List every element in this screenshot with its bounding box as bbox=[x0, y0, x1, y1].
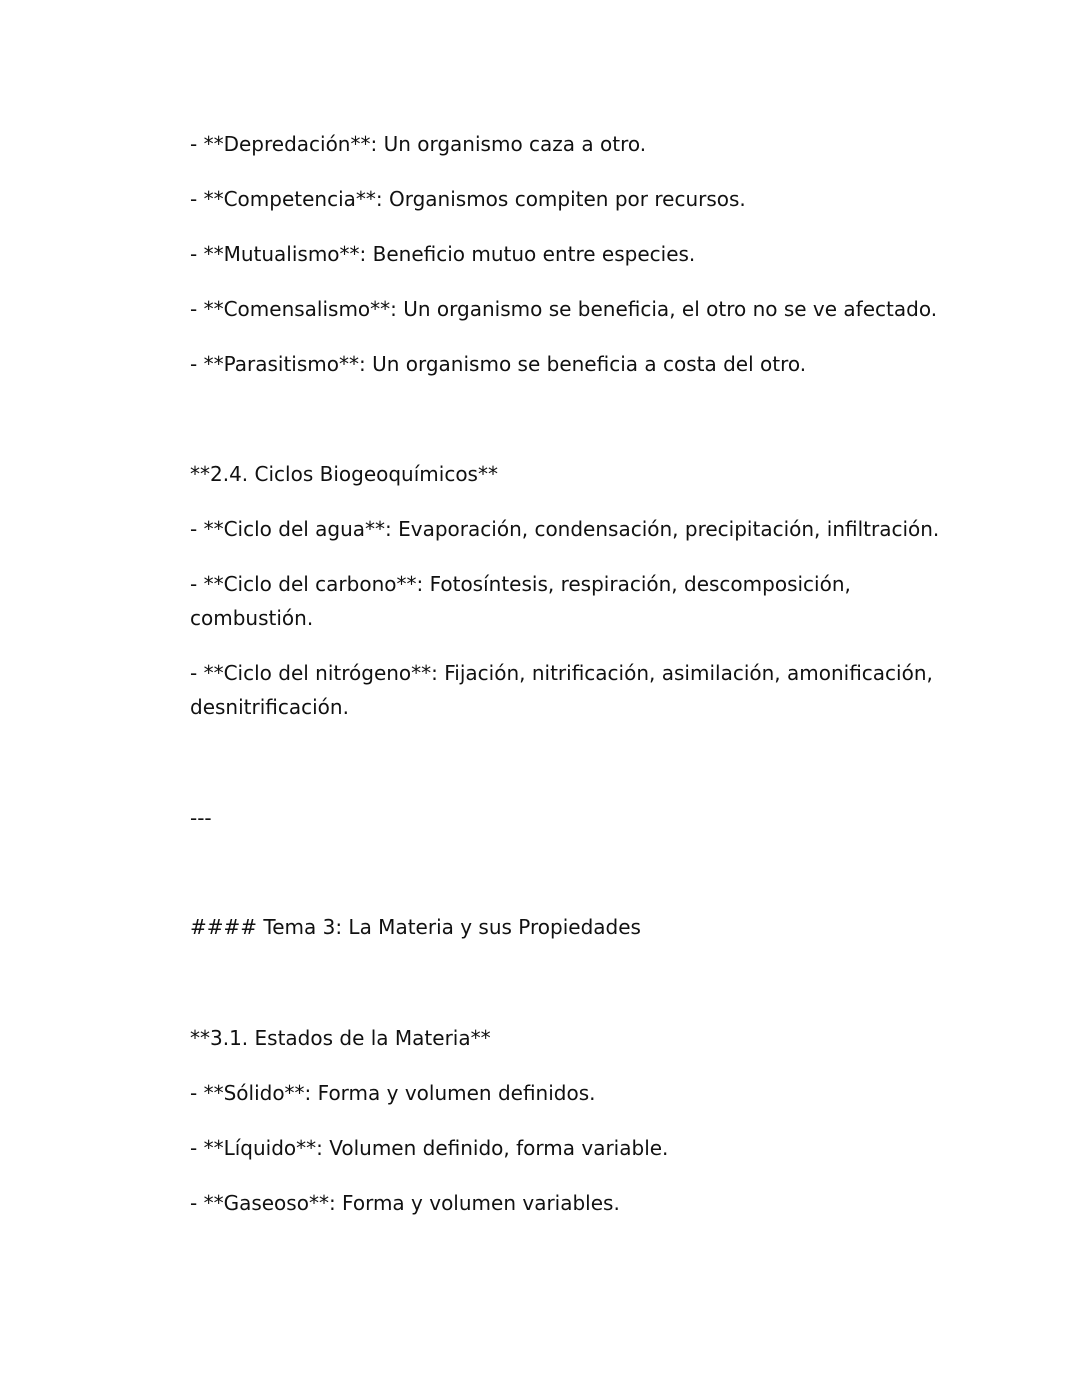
topic-3-heading: #### Tema 3: La Materia y sus Propiedades bbox=[190, 915, 641, 939]
section-separator: --- bbox=[190, 806, 212, 830]
interaction-commensalism: - **Comensalismo**: Un organismo se beneficia, el otro no se ve afectado. bbox=[190, 297, 938, 321]
state-gas: - **Gaseoso**: Forma y volumen variables. bbox=[190, 1191, 620, 1215]
state-solid: - **Sólido**: Forma y volumen definidos. bbox=[190, 1081, 596, 1105]
cycle-nitrogen-continuation: desnitrificación. bbox=[190, 695, 349, 719]
state-liquid: - **Líquido**: Volumen definido, forma variable. bbox=[190, 1136, 669, 1160]
section-2-4-heading: **2.4. Ciclos Biogeoquímicos** bbox=[190, 462, 498, 486]
interaction-mutualism: - **Mutualismo**: Beneficio mutuo entre especies. bbox=[190, 242, 696, 266]
cycle-carbon: - **Ciclo del carbono**: Fotosíntesis, respiración, descomposición, bbox=[190, 572, 851, 596]
interaction-predation: - **Depredación**: Un organismo caza a otro. bbox=[190, 132, 647, 156]
interaction-parasitism: - **Parasitismo**: Un organismo se beneficia a costa del otro. bbox=[190, 352, 807, 376]
cycle-water: - **Ciclo del agua**: Evaporación, condensación, precipitación, infiltración. bbox=[190, 517, 940, 541]
section-3-1-heading: **3.1. Estados de la Materia** bbox=[190, 1026, 491, 1050]
cycle-carbon-continuation: combustión. bbox=[190, 606, 314, 630]
interaction-competition: - **Competencia**: Organismos compiten por recursos. bbox=[190, 187, 746, 211]
cycle-nitrogen: - **Ciclo del nitrógeno**: Fijación, nitrificación, asimilación, amonificación, bbox=[190, 661, 933, 685]
